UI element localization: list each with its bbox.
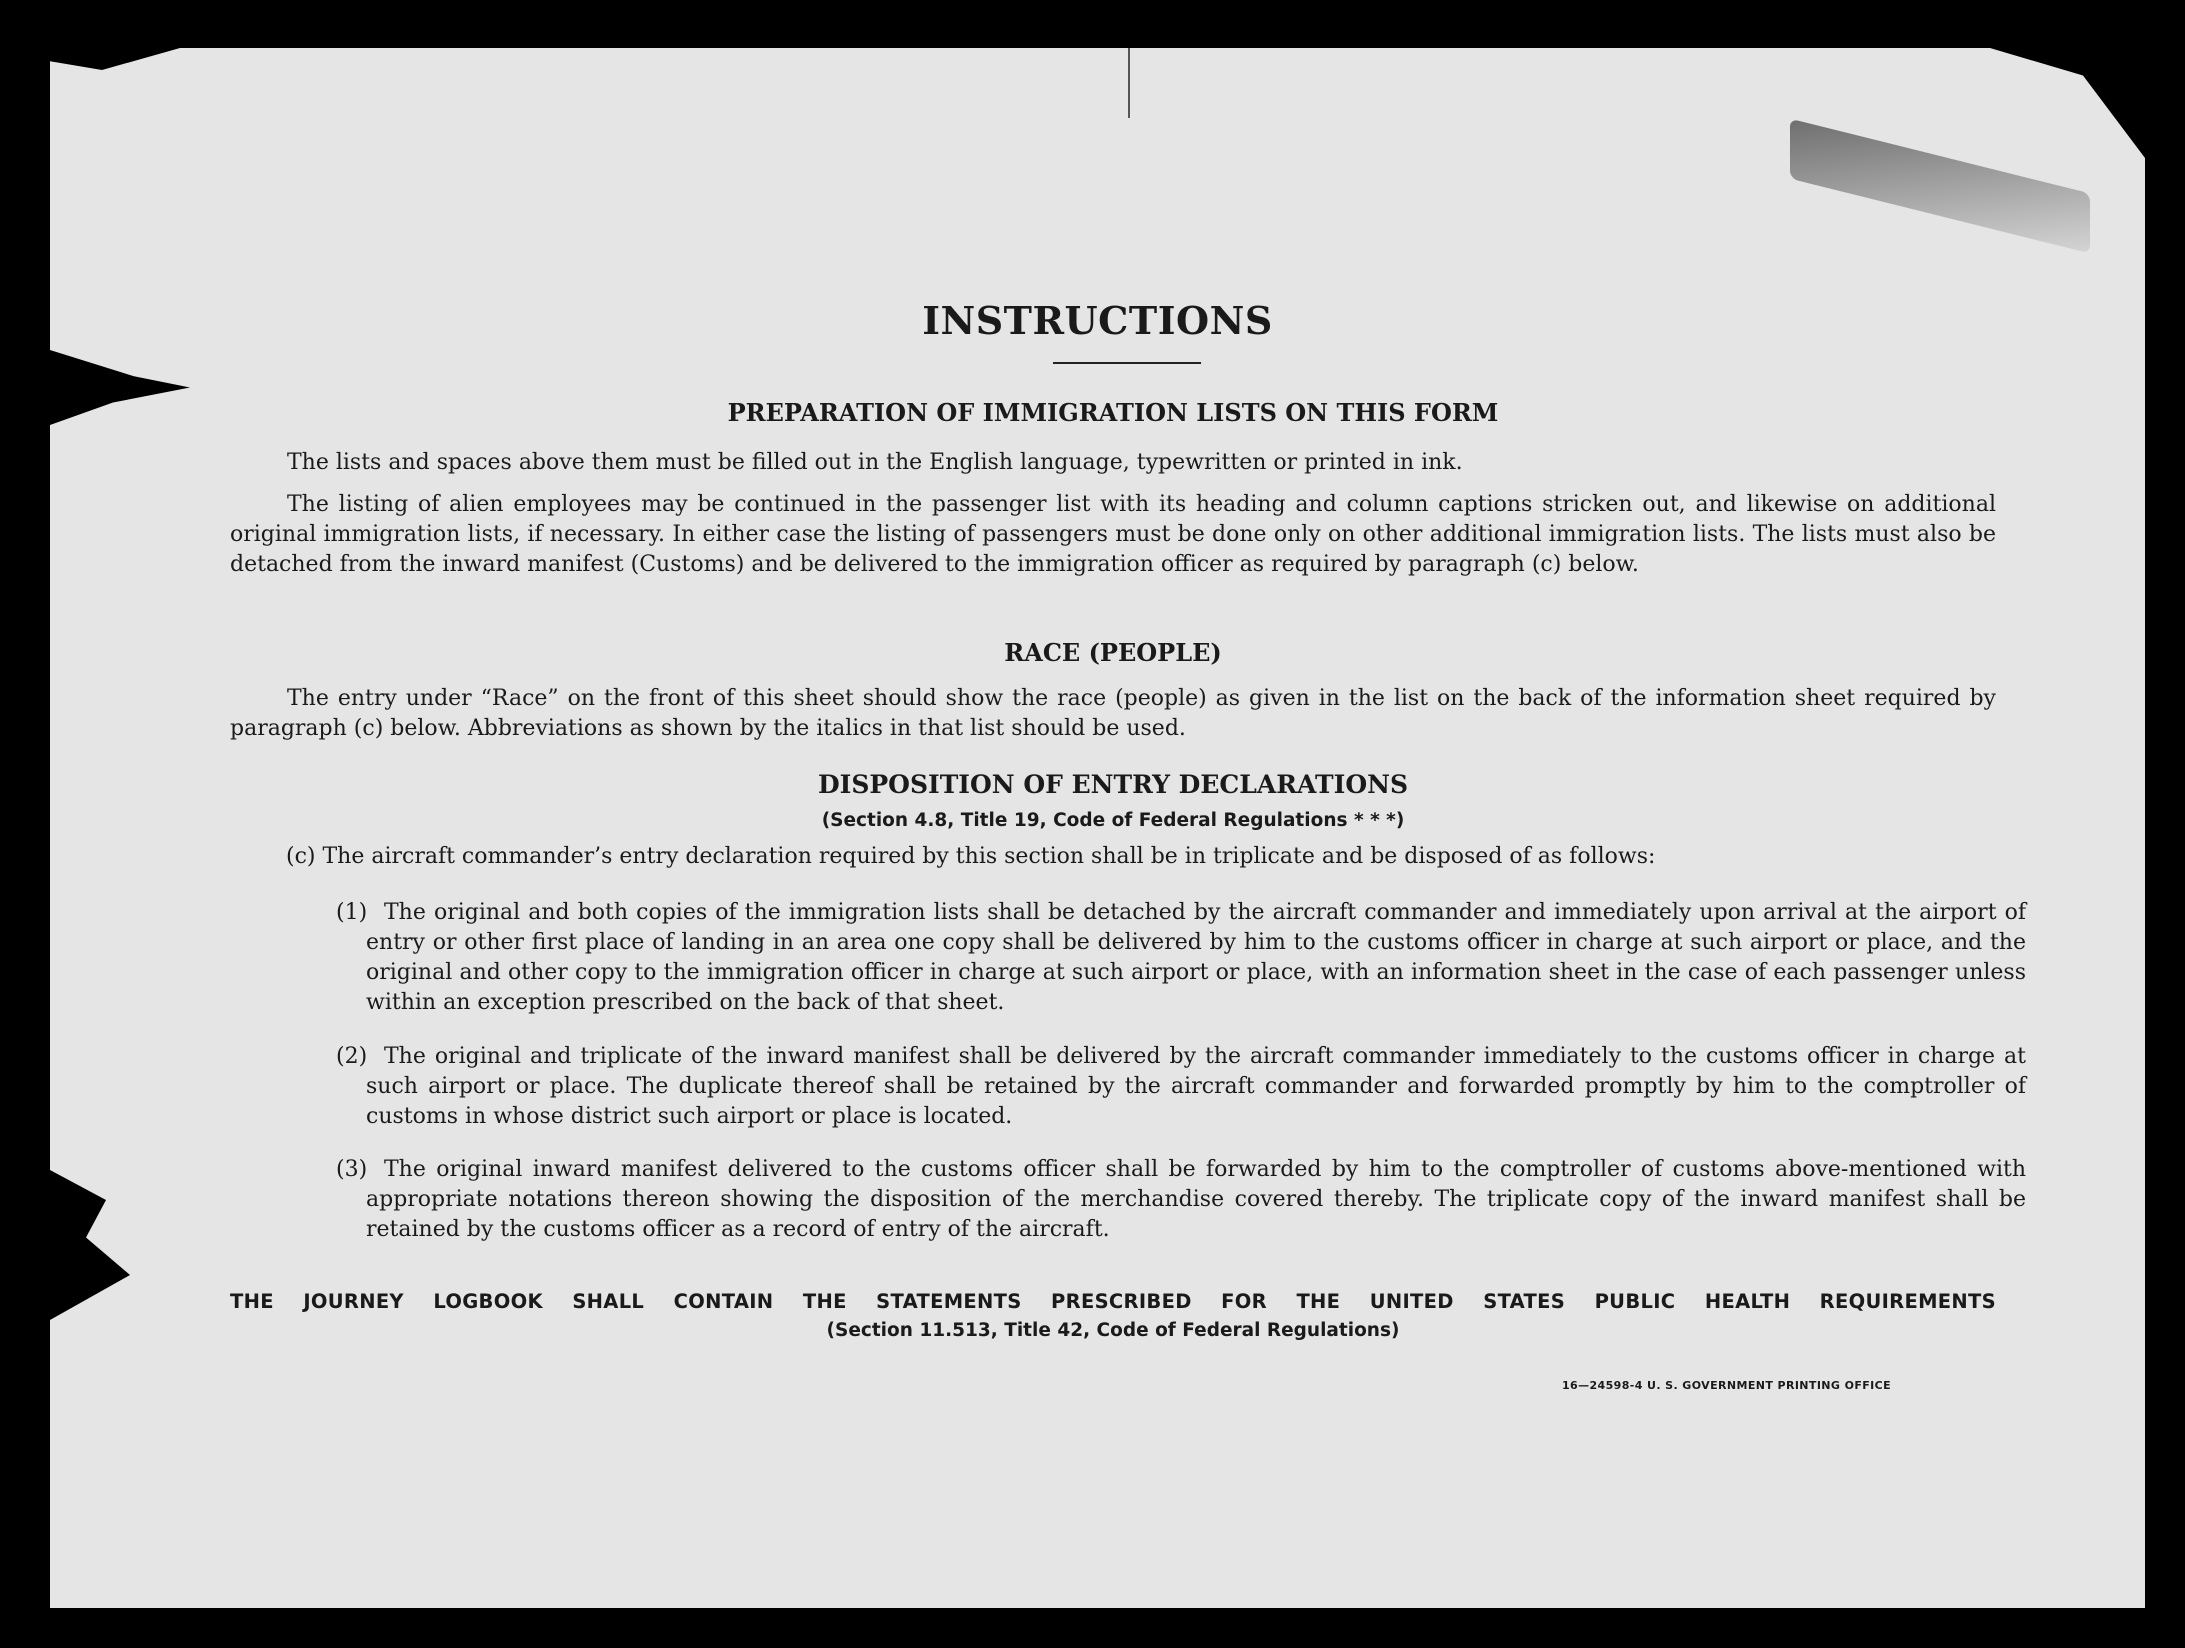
disposition-item-1 <box>336 898 2026 1018</box>
item-text: The original and triplicate of the inward manifest shall be delivered by the aircraft commander immediately to the customs officer in charge at such airport or place. The duplicate thereof shall be retained by the aircraft commander and forwarded promptly by him to the comptroller of customs in whose district such airport or place is located. <box>366 1044 2026 1129</box>
item-number: (3) <box>336 1157 368 1182</box>
fold-line <box>1128 48 1130 118</box>
disposition-citation: (Section 4.8, Title 19, Code of Federal Regulations * * *) <box>821 810 1405 831</box>
preparation-paragraph-1: The lists and spaces above them must be filled out in the English language, typewritten or printed in ink. <box>287 450 1463 475</box>
disposition-item-2 <box>336 1042 2026 1132</box>
logbook-citation: (Section 11.513, Title 42, Code of Federal Regulations) <box>826 1320 1400 1341</box>
race-paragraph: The entry under “Race” on the front of this sheet should show the race (people) as given in the list on the back of the information sheet required by paragraph (c) below. Abbreviations as shown by the italics in that list should be used. <box>230 686 1996 741</box>
disposition-item-3 <box>336 1155 2026 1245</box>
form-sheet <box>50 48 2145 1608</box>
logbook-statement: THE JOURNEY LOGBOOK SHALL CONTAIN THE STATEMENTS PRESCRIBED FOR THE UNITED STATES PUBLIC HEALTH REQUIREMENTS <box>230 1290 1996 1313</box>
disposition-heading: DISPOSITION OF ENTRY DECLARATIONS <box>817 770 1409 799</box>
disposition-clause-c: (c) The aircraft commander’s entry declaration required by this section shall be in triplicate and be disposed of as follows: <box>286 844 1656 869</box>
item-text: The original inward manifest delivered to the customs officer shall be forwarded by him to the comptroller of customs above-mentioned with appropriate notations thereon showing the disposition of the merchandise covered thereby. The triplicate copy of the inward manifest shall be retained by the customs officer as a record of entry of the aircraft. <box>366 1157 2026 1242</box>
item-text: The original and both copies of the immigration lists shall be detached by the aircraft commander and immediately upon arrival at the airport of entry or other first place of landing in an area one copy shall be delivered by him to the customs officer in charge at such airport or place, and the original and other copy to the immigration officer in charge at such airport or place, with an information sheet in the case of each passenger unless within an exception prescribed on the back of that sheet. <box>366 900 2026 1015</box>
preparation-paragraph-2: The listing of alien employees may be continued in the passenger list with its heading and column captions stricken out, and likewise on additional original immigration lists, if necessary. In either case the listing of passengers must be done only on other additional immigration lists. The lists must also be detached from the inward manifest (Customs) and be delivered to the immigration officer as required by paragraph (c) below. <box>230 492 1996 577</box>
preparation-heading: PREPARATION OF IMMIGRATION LISTS ON THIS FORM <box>727 398 1499 427</box>
race-heading: RACE (PEOPLE) <box>1004 638 1222 667</box>
page-title: INSTRUCTIONS <box>922 298 1273 343</box>
item-number: (2) <box>336 1044 368 1069</box>
printer-imprint: 16—24598-4 U. S. GOVERNMENT PRINTING OFFICE <box>1562 1379 1892 1392</box>
title-underline <box>1053 362 1201 364</box>
corner-smudge <box>1790 119 2090 254</box>
item-number: (1) <box>336 900 368 925</box>
